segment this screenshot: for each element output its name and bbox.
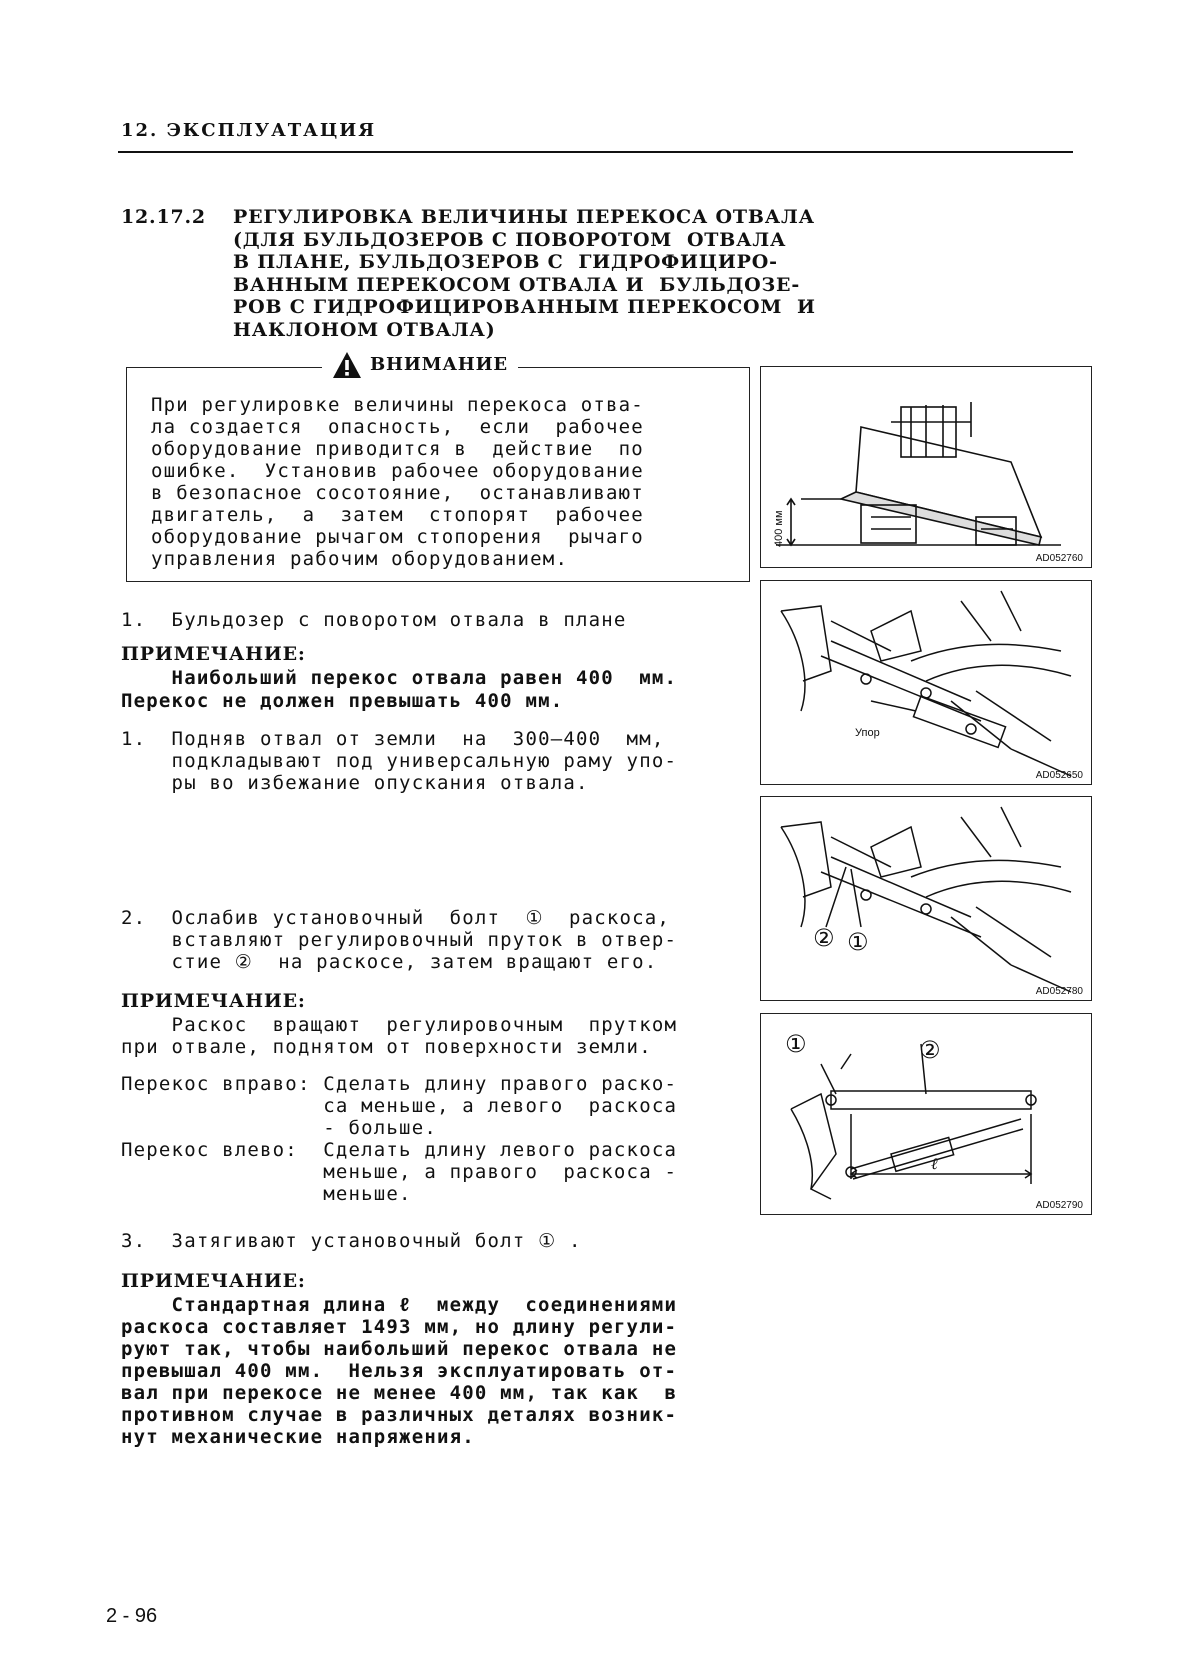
warning-line: оборудование рычагом стопорения рычаго: [151, 526, 644, 548]
tilt-line: Перекос вправо: Сделать длину правого раско-: [121, 1073, 678, 1095]
title-line: РЕГУЛИРОВКА ВЕЛИЧИНЫ ПЕРЕКОСА ОТВАЛА: [233, 206, 815, 228]
callout-1: ①: [785, 1030, 807, 1058]
length-label: ℓ: [931, 1154, 938, 1173]
step-line: подкладывают под универсальную раму упо-: [121, 750, 678, 772]
warning-line: двигатель, а затем стопорят рабочее: [151, 504, 644, 526]
figure-code: AD052790: [1035, 1200, 1083, 1211]
figure-code: AD052780: [1035, 986, 1083, 997]
warning-line: в безопасное сосотояние, останавливают: [151, 482, 644, 504]
note-line: противном случае в различных деталях возник-: [121, 1404, 678, 1426]
tilt-line: меньше.: [121, 1183, 412, 1205]
step-line: вставляют регулировочный пруток в отвер-: [121, 929, 678, 951]
figure-brace-length: [760, 1013, 1092, 1215]
title-line: РОВ С ГИДРОФИЦИРОВАННЫМ ПЕРЕКОСОМ И: [233, 296, 816, 318]
tilt-instructions: [121, 1073, 677, 1205]
figure-adjust-bolt: [760, 796, 1092, 1001]
frame-support-drawing: [761, 581, 1091, 784]
bulldozer-front-drawing: [761, 367, 1091, 567]
figure-code: AD052650: [1035, 770, 1083, 781]
note-label: ПРИМЕЧАНИЕ:: [121, 990, 306, 1012]
step-3: 3. Затягивают установочный болт ① .: [121, 1230, 582, 1252]
section-header: 12. ЭКСПЛУАТАЦИЯ: [121, 120, 377, 141]
note-line: превышал 400 мм. Нельзя эксплуатировать от-: [121, 1360, 678, 1382]
warning-text: [151, 394, 644, 570]
callout-2: ②: [813, 924, 835, 952]
step-line: 1. Подняв отвал от земли на 300—400 мм,: [121, 728, 665, 750]
note-text: [121, 1294, 677, 1448]
note-line: раскоса составляет 1493 мм, но длину регули-: [121, 1316, 678, 1338]
tilt-line: са меньше, а левого раскоса: [121, 1095, 678, 1117]
note-line: Стандартная длина ℓ между соединениями: [121, 1294, 678, 1316]
note-line: при отвале, поднятом от поверхности земли.: [121, 1036, 652, 1058]
section-number: 12.17.2: [121, 206, 206, 228]
warning-label: ВНИМАНИЕ: [370, 353, 508, 375]
figure-blade-tilt: [760, 366, 1092, 568]
warning-line: При регулировке величины перекоса отва-: [151, 394, 644, 416]
step-line: стие ② на раскосе, затем вращают его.: [121, 951, 658, 973]
step-2: [121, 907, 677, 973]
note-line: Раскос вращают регулировочным прутком: [121, 1014, 678, 1036]
warning-heading: [322, 351, 518, 379]
item-title: 1. Бульдозер с поворотом отвала в плане: [121, 609, 627, 631]
figure-code: AD052760: [1035, 553, 1083, 564]
note-label: ПРИМЕЧАНИЕ:: [121, 1270, 306, 1292]
note-line: Наибольший перекос отвала равен 400 мм.: [121, 667, 678, 689]
warning-line: управления рабочим оборудованием.: [151, 548, 569, 570]
note-text: [121, 1014, 677, 1058]
step-line: ры во избежание опускания отвала.: [121, 772, 589, 794]
tilt-line: меньше, а правого раскоса -: [121, 1161, 678, 1183]
note-text: [121, 667, 677, 712]
note-line: вал при перекосе не менее 400 мм, так как в: [121, 1382, 678, 1404]
adjust-bolt-drawing: [761, 797, 1091, 1000]
note-label: ПРИМЕЧАНИЕ:: [121, 643, 306, 665]
section-title: [233, 206, 816, 341]
page-number: 2 - 96: [106, 1605, 158, 1627]
header-rule: [118, 151, 1073, 153]
support-label: Упор: [855, 727, 880, 739]
note-line: нут механические напряжения.: [121, 1426, 475, 1448]
warning-line: оборудование приводится в действие по: [151, 438, 644, 460]
callout-2: ②: [919, 1036, 941, 1064]
note-line: руют так, чтобы наибольший перекос отвала не: [121, 1338, 678, 1360]
warning-box: [126, 353, 750, 582]
step-line: 2. Ослабив установочный болт ① раскоса,: [121, 907, 671, 929]
step-1: [121, 728, 677, 794]
warning-line: ошибке. Установив рабочее оборудование: [151, 460, 644, 482]
note-line: Перекос не должен превышать 400 мм.: [121, 689, 564, 712]
dimension-label: 400 мм: [773, 510, 785, 547]
title-line: НАКЛОНОМ ОТВАЛА): [233, 318, 496, 341]
tilt-line: Перекос влево: Сделать длину левого раскоса: [121, 1139, 678, 1161]
figure-support: [760, 580, 1092, 785]
warning-triangle-icon: [332, 351, 362, 379]
warning-line: ла создается опасность, если рабочее: [151, 416, 644, 438]
title-line: (ДЛЯ БУЛЬДОЗЕРОВ С ПОВОРОТОМ ОТВАЛА: [233, 228, 787, 251]
title-line: ВАННЫМ ПЕРЕКОСОМ ОТВАЛА И БУЛЬДОЗЕ-: [233, 273, 801, 296]
callout-1: ①: [847, 928, 869, 956]
title-line: В ПЛАНЕ, БУЛЬДОЗЕРОВ С ГИДРОФИЦИРО-: [233, 251, 778, 273]
tilt-line: - больше.: [121, 1117, 437, 1139]
